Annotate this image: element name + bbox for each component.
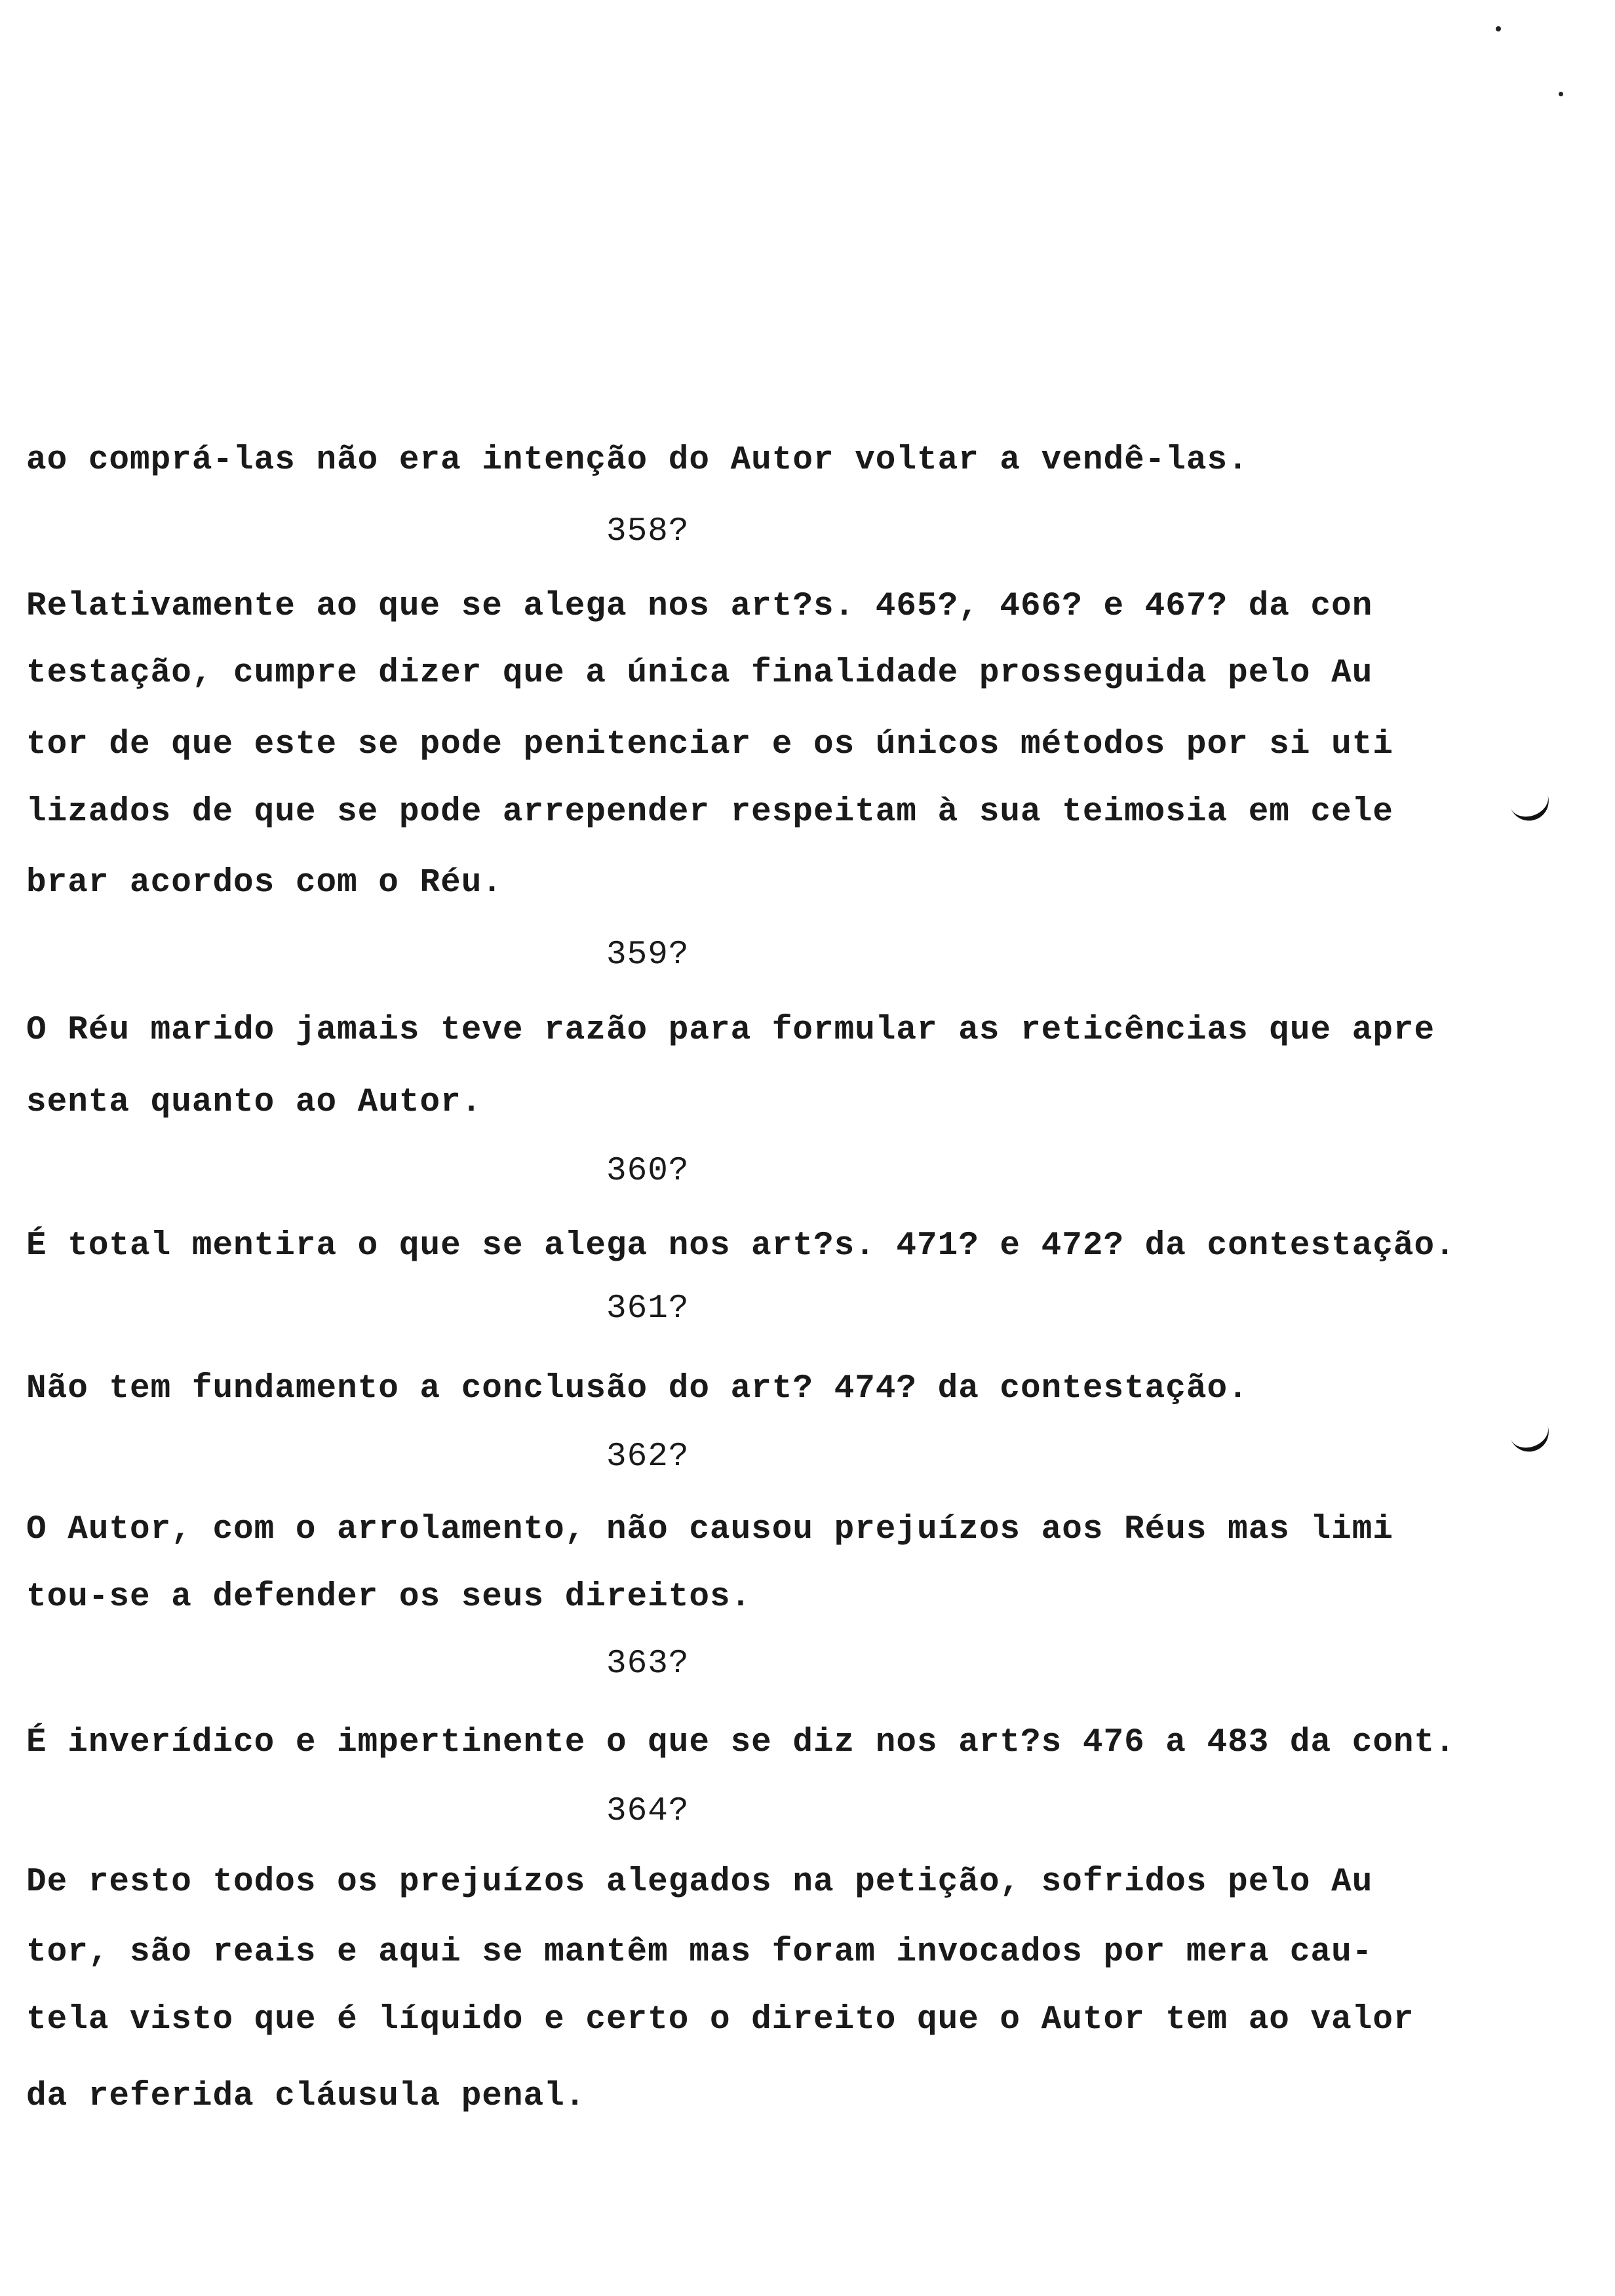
text-line: lizados de que se pode arrepender respeitam à sua teimosia em cele: [26, 794, 1393, 831]
margin-mark: [1507, 1415, 1554, 1457]
text-line: De resto todos os prejuízos alegados na petição, sofridos pelo Au: [26, 1864, 1373, 1901]
text-line: O Autor, com o arrolamento, não causou prejuízos aos Réus mas limi: [26, 1511, 1393, 1548]
text-line: senta quanto ao Autor.: [26, 1084, 482, 1121]
text-line: ao comprá-las não era intenção do Autor voltar a vendê-las.: [26, 442, 1249, 479]
scan-speck: [1496, 26, 1501, 31]
text-line: É total mentira o que se alega nos art?s. 471? e 472? da contestação.: [26, 1227, 1456, 1265]
article-number: 363?: [606, 1645, 690, 1683]
margin-mark: [1507, 784, 1554, 826]
text-line: da referida cláusula penal.: [26, 2078, 586, 2115]
article-number: 362?: [606, 1438, 690, 1476]
article-number: 360?: [606, 1153, 690, 1190]
text-line: brar acordos com o Réu.: [26, 864, 503, 902]
text-line: Relativamente ao que se alega nos art?s. 465?, 466? e 467? da con: [26, 588, 1373, 625]
text-line: testação, cumpre dizer que a única finalidade prosseguida pelo Au: [26, 655, 1373, 692]
text-line: tor de que este se pode penitenciar e os únicos métodos por si uti: [26, 726, 1393, 763]
text-line: tou-se a defender os seus direitos.: [26, 1578, 752, 1616]
text-line: tor, são reais e aqui se mantêm mas foram invocados por mera cau-: [26, 1934, 1373, 1971]
article-number: 359?: [606, 936, 690, 974]
text-line: O Réu marido jamais teve razão para formular as reticências que apre: [26, 1012, 1435, 1049]
text-line: É inverídico e impertinente o que se diz nos art?s 476 a 483 da cont.: [26, 1724, 1456, 1761]
article-number: 358?: [606, 513, 690, 550]
article-number: 364?: [606, 1793, 690, 1830]
text-line: Não tem fundamento a conclusão do art? 474? da contestação.: [26, 1370, 1249, 1407]
article-number: 361?: [606, 1290, 690, 1328]
text-line: tela visto que é líquido e certo o direito que o Autor tem ao valor: [26, 2001, 1414, 2038]
scan-speck: [1559, 92, 1563, 96]
